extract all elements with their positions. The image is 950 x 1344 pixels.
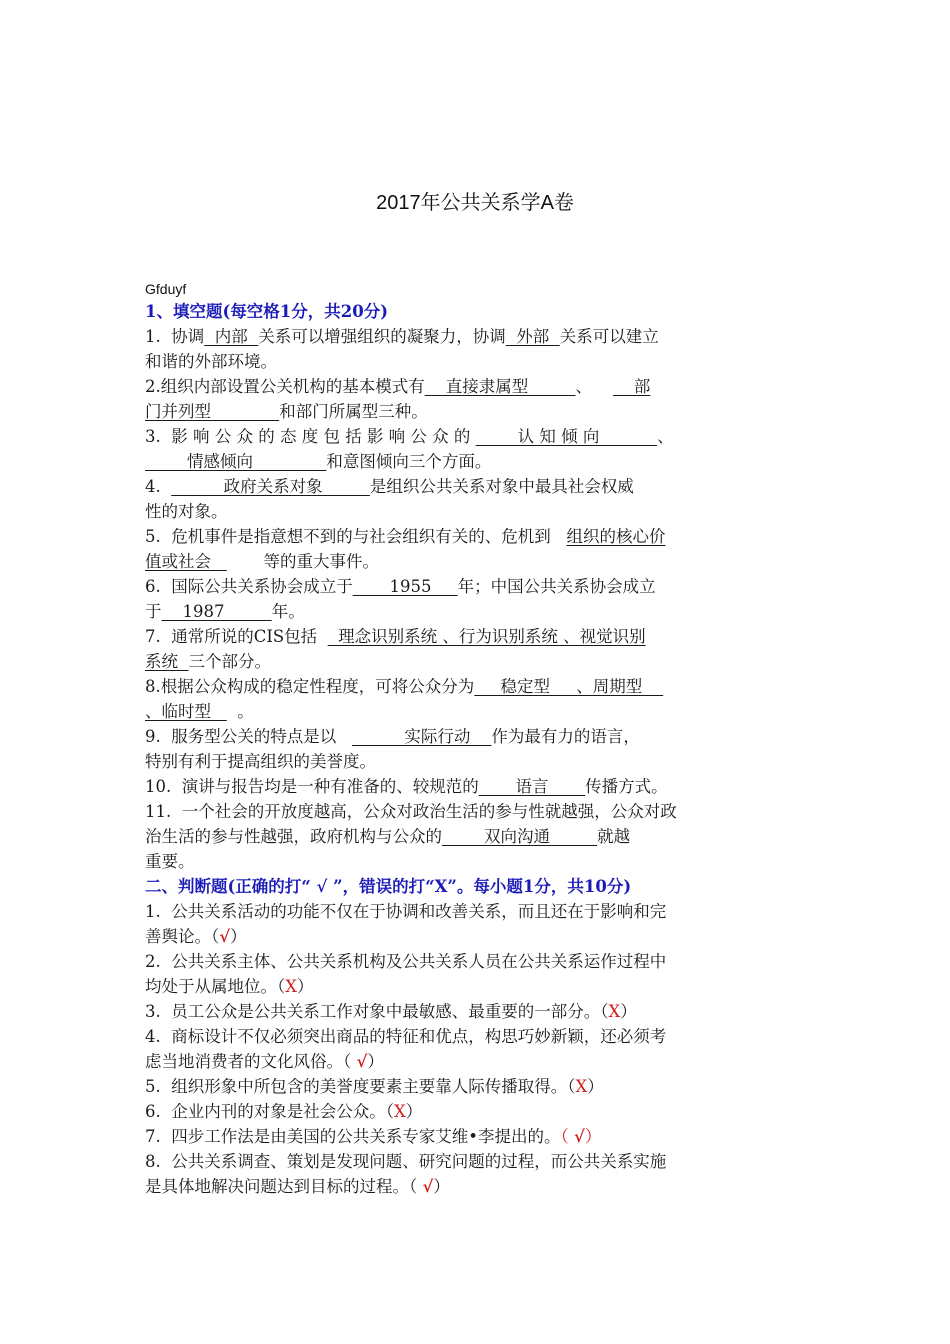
fill-blank-line: [145, 324, 810, 349]
document-title: 2017年公共关系学A卷: [376, 192, 574, 214]
text-segment: 1. 协调: [145, 327, 205, 346]
text-segment: 4. 商标设计不仅必须突出商品的特征和优点，构思巧妙新颖，还必须考: [145, 1027, 667, 1046]
text-segment: 7. 通常所说的CIS包括: [145, 627, 328, 646]
section2-heading: 二、判断题(正确的打“ √ ”，错误的打“X”。每小题1分，共10分): [145, 877, 632, 896]
fill-blank-line: [145, 474, 810, 499]
answer-blank: 语言: [478, 777, 586, 796]
section1-heading: 1、填空题(每空格1分，共20分): [145, 302, 389, 321]
text-segment: 5. 组织形象中所包含的美誉度要素主要靠人际传播取得。（: [145, 1077, 576, 1096]
text-segment: 关系可以增强组织的凝聚力，协调: [258, 327, 506, 346]
check-mark: √: [356, 1052, 368, 1071]
text-segment: 、: [575, 377, 613, 396]
true-false-line: [145, 1049, 810, 1074]
fill-blank-line: [145, 649, 810, 674]
answer-mark: ）: [584, 1127, 602, 1146]
answer-blank: 内部: [204, 327, 259, 346]
text-segment: 和部门所属型三种。: [279, 402, 428, 421]
answer-blank: 1955: [352, 577, 458, 596]
text-segment: 2.组织内部设置公关机构的基本模式有: [145, 377, 425, 396]
answer-blank: 值或社会: [145, 552, 227, 571]
true-false-line: [145, 1099, 810, 1124]
text-segment: 于: [145, 602, 162, 621]
answer-blank: 组织的核心价: [566, 527, 666, 546]
fill-blank-line: [145, 499, 810, 524]
check-mark: √: [573, 1127, 585, 1146]
text-segment: 3. 影 响 公 众 的 态 度 包 括 影 响 公 众 的: [145, 427, 476, 446]
text-segment: 年；中国公共关系协会成立: [457, 577, 656, 596]
section1-lines: [145, 324, 810, 874]
text-segment: 善舆论。（: [145, 927, 220, 946]
text-segment: 就越: [597, 827, 631, 846]
fill-blank-line: [145, 749, 810, 774]
text-segment: ）: [367, 1052, 384, 1071]
text-segment: 11. 一个社会的开放度越高，公众对政治生活的参与性就越强，公众对政: [145, 802, 677, 821]
answer-blank: 直接隶属型: [424, 377, 576, 396]
text-segment: 治生活的参与性越强，政府机构与公众的: [145, 827, 442, 846]
text-segment: 年。: [271, 602, 305, 621]
text-segment: 是具体地解决问题达到目标的过程。（: [145, 1177, 423, 1196]
answer-blank: 部: [612, 377, 651, 396]
fill-blank-line: [145, 824, 810, 849]
answer-blank: 稳定型 、周期型: [474, 677, 664, 696]
answer-blank: 情感倾向: [145, 452, 327, 471]
fill-blank-line: [145, 349, 810, 374]
fill-blank-line: [145, 424, 810, 449]
text-segment: 6. 国际公共关系协会成立于: [145, 577, 353, 596]
answer-blank: 系统: [145, 652, 189, 671]
text-segment: 关系可以建立: [559, 327, 659, 346]
text-segment: 、: [657, 427, 674, 446]
answer-mark: X: [608, 1002, 621, 1021]
fill-blank-line: [145, 774, 810, 799]
section2-lines: [145, 899, 810, 1199]
fill-blank-line: [145, 724, 810, 749]
text-segment: 9. 服务型公关的特点是以: [145, 727, 352, 746]
answer-blank: 外部: [505, 327, 560, 346]
answer-mark: （: [560, 1127, 574, 1146]
answer-blank: 、临时型: [145, 702, 227, 721]
answer-blank: 政府关系对象: [171, 477, 370, 496]
text-segment: 重要。: [145, 852, 195, 871]
true-false-line: [145, 974, 810, 999]
text-segment: 特别有利于提高组织的美誉度。: [145, 752, 376, 771]
text-segment: 作为最有力的语言，: [491, 727, 640, 746]
check-mark: √: [422, 1177, 434, 1196]
text-segment: 4.: [145, 477, 172, 496]
text-segment: 8. 公共关系调查、策划是发现问题、研究问题的过程，而公共关系实施: [145, 1152, 667, 1171]
true-false-line: [145, 1149, 810, 1174]
answer-blank: 1987: [161, 602, 272, 621]
text-segment: ）: [433, 1177, 450, 1196]
answer-mark: X: [285, 977, 297, 996]
fill-blank-line: [145, 849, 810, 874]
fill-blank-line: [145, 399, 810, 424]
answer-blank: 认 知 倾 向: [475, 427, 658, 446]
true-false-line: [145, 1074, 810, 1099]
fill-blank-line: [145, 599, 810, 624]
answer-mark: X: [575, 1077, 588, 1096]
fill-blank-line: [145, 699, 810, 724]
document-body: [145, 299, 810, 1199]
text-segment: ）: [587, 1077, 604, 1096]
text-segment: 性的对象。: [145, 502, 228, 521]
fill-blank-line: [145, 549, 810, 574]
text-segment: ）: [297, 977, 314, 996]
text-segment: 和谐的外部环境。: [145, 352, 277, 371]
check-mark: √: [219, 927, 231, 946]
fill-blank-line: [145, 524, 810, 549]
fill-blank-line: [145, 449, 810, 474]
text-segment: 均处于从属地位。（: [145, 977, 286, 996]
true-false-line: [145, 1124, 810, 1149]
text-segment: 8.根据公众构成的稳定性程度，可将公众分为: [145, 677, 475, 696]
true-false-line: [145, 1024, 810, 1049]
text-segment: 三个部分。: [188, 652, 271, 671]
answer-mark: X: [393, 1102, 406, 1121]
text-segment: 7. 四步工作法是由美国的公共关系专家艾维•李提出的。: [145, 1127, 561, 1146]
true-false-line: [145, 949, 810, 974]
text-segment: ）: [230, 927, 247, 946]
text-segment: 传播方式。: [585, 777, 668, 796]
fill-blank-line: [145, 674, 810, 699]
answer-blank: 实际行动: [351, 727, 492, 746]
text-segment: 。: [226, 702, 254, 721]
text-segment: 2. 公共关系主体、公共关系机构及公共关系人员在公共关系运作过程中: [145, 952, 667, 971]
fill-blank-line: [145, 574, 810, 599]
fill-blank-line: [145, 799, 810, 824]
text-segment: 1. 公共关系活动的功能不仅在于协调和改善关系，而且还在于影响和完: [145, 902, 667, 921]
fill-blank-line: [145, 624, 810, 649]
text-segment: ）: [620, 1002, 637, 1021]
text-segment: 5. 危机事件是指意想不到的与社会组织有关的、危机到: [145, 527, 567, 546]
true-false-line: [145, 999, 810, 1024]
text-segment: 10. 演讲与报告均是一种有准备的、较规范的: [145, 777, 479, 796]
true-false-line: [145, 924, 810, 949]
answer-blank: 双向沟通: [442, 827, 598, 846]
answer-blank: 门并列型: [145, 402, 280, 421]
text-segment: 3. 员工公众是公共关系工作对象中最敏感、最重要的一部分。（: [145, 1002, 609, 1021]
true-false-line: [145, 899, 810, 924]
text-segment: 和意图倾向三个方面。: [326, 452, 492, 471]
text-segment: ）: [405, 1102, 423, 1121]
text-segment: 虑当地消费者的文化风俗。（: [145, 1052, 357, 1071]
text-segment: 等的重大事件。: [226, 552, 379, 571]
text-segment: 是组织公共关系对象中最具社会权威: [369, 477, 634, 496]
text-segment: 6. 企业内刊的对象是社会公众。（: [145, 1102, 394, 1121]
document-tag: Gfduyf: [145, 281, 187, 297]
answer-blank: 理念识别系统 、行为识别系统 、视觉识别: [327, 627, 646, 646]
fill-blank-line: [145, 374, 810, 399]
true-false-line: [145, 1174, 810, 1199]
